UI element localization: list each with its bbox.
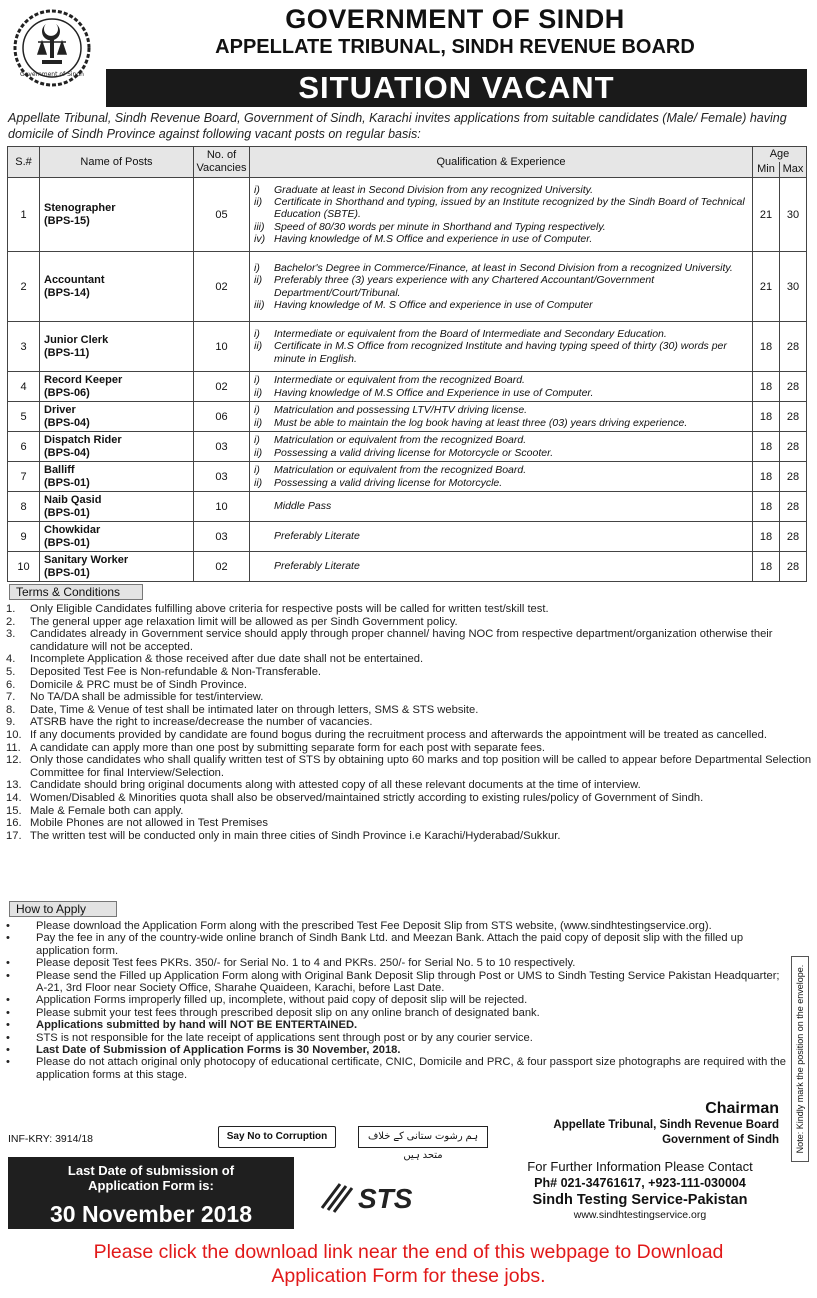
how-to-apply-text: Please submit your test fees through prescribed deposit slip on any online branch of designated bank. [36, 1006, 540, 1019]
qualification-line [254, 500, 748, 512]
qualification-number: i) [254, 464, 260, 477]
row-age-max: 28 [780, 462, 807, 492]
how-to-apply-list [6, 920, 790, 1081]
header-sn: S.# [8, 147, 40, 178]
terms-item [6, 754, 812, 779]
intro-paragraph: Appellate Tribunal, Sindh Revenue Board, Government of Sindh, Karachi invites applications from suitable candidates (Male/ Female) having domicile of Sindh Province against following vacant posts on regular basis: [8, 111, 787, 141]
row-post-name [40, 432, 194, 462]
sts-logo-icon [318, 1178, 436, 1216]
inf-reference: INF-KRY: 3914/18 [8, 1133, 94, 1145]
row-age-max: 28 [780, 432, 807, 462]
terms-item [6, 679, 812, 692]
row-qualification [250, 322, 753, 372]
header-age: Age [753, 147, 807, 163]
contact-organization: Sindh Testing Service-Pakistan [532, 1192, 748, 1208]
qualification-number [254, 530, 274, 542]
row-age-min: 21 [753, 178, 780, 252]
qualification-number: i) [254, 261, 260, 274]
terms-item [6, 729, 812, 742]
bullet-icon: • [6, 1031, 10, 1044]
post-title: Sanitary Worker [44, 553, 129, 566]
qualification-text: Having knowledge of M.S Office and Experience in use of Computer. [274, 386, 594, 399]
table-row [8, 432, 807, 462]
terms-item [6, 653, 812, 666]
terms-item [6, 616, 812, 629]
how-to-apply-item [6, 920, 790, 932]
bullet-icon: • [6, 957, 10, 970]
terms-text: The written test will be conducted only in main three cities of Sindh Province i.e Karachi/Hyderabad/Sukkur. [30, 829, 561, 842]
post-title: Record Keeper [44, 373, 123, 386]
terms-item [6, 704, 812, 717]
post-title: Driver [44, 403, 76, 416]
qualification-line [254, 387, 748, 399]
row-qualification [250, 178, 753, 252]
terms-number: 13. [6, 779, 22, 792]
terms-item [6, 666, 812, 679]
contact-website-link[interactable]: www.sindhtestingservice.org [573, 1209, 707, 1221]
qualification-number: i) [254, 328, 260, 341]
terms-number: 3. [6, 628, 16, 641]
qualification-number: iii) [254, 220, 265, 233]
row-vacancies: 02 [194, 372, 250, 402]
row-vacancies: 02 [194, 552, 250, 582]
qualification-number: ii) [254, 446, 263, 459]
government-title: GOVERNMENT OF SINDH [285, 4, 625, 34]
deadline-date: 30 November 2018 [49, 1201, 252, 1227]
terms-number: 10. [6, 728, 22, 741]
terms-number: 11. [6, 741, 21, 754]
row-post-name [40, 492, 194, 522]
terms-number: 2. [6, 615, 16, 628]
terms-number: 12. [6, 754, 22, 767]
qualification-text: Preferably three (3) years experience with any Chartered Accountant/Government Department/Court/Tribunal. [274, 274, 655, 299]
row-vacancies: 10 [194, 322, 250, 372]
qualification-text: Possessing a valid driving license for Motorcycle or Scooter. [274, 446, 554, 459]
table-row [8, 322, 807, 372]
row-age-max: 30 [780, 178, 807, 252]
row-post-name [40, 252, 194, 322]
row-qualification [250, 522, 753, 552]
chairman-gov: Government of Sindh [662, 1134, 779, 1146]
terms-number: 7. [6, 691, 16, 704]
how-to-apply-item [6, 1032, 790, 1044]
header-age-max: Max [780, 162, 807, 178]
row-serial: 7 [8, 462, 40, 492]
qualification-line [254, 404, 748, 416]
terms-text: Incomplete Application & those received after due date shall not be entertained. [30, 653, 424, 666]
terms-item [6, 603, 812, 616]
table-row [8, 372, 807, 402]
urdu-slogan-badge: ہم رشوت ستانی کے خلاف متحد ہیں [358, 1126, 488, 1148]
row-age-max: 30 [780, 252, 807, 322]
row-post-name [40, 522, 194, 552]
how-to-apply-item [6, 994, 790, 1006]
qualification-number: ii) [254, 196, 263, 209]
how-to-apply-text: Please download the Application Form along with the prescribed Test Fee Deposit Slip from STS website, (www.sindhtestingservice.org). [36, 920, 712, 932]
qualification-number: ii) [254, 274, 263, 287]
bullet-icon: • [6, 1056, 10, 1069]
qualification-line [254, 560, 748, 572]
row-vacancies: 02 [194, 252, 250, 322]
terms-item [6, 805, 812, 818]
qualification-text: Graduate at least in Second Division from any recognized University. [274, 183, 594, 196]
row-age-max: 28 [780, 402, 807, 432]
row-age-max: 28 [780, 492, 807, 522]
qualification-line [254, 274, 748, 299]
header-age-min: Min [753, 162, 780, 178]
qualification-line [254, 464, 748, 476]
how-to-apply-item [6, 932, 790, 957]
terms-text: ATSRB have the right to increase/decrease the number of vacancies. [30, 716, 373, 729]
qualification-text: Certificate in M.S Office from recognized Institute and having typing speed of thirty (30) words per minute in English. [274, 340, 727, 365]
post-title: Junior Clerk [44, 333, 109, 346]
how-to-apply-text: Please do not attach original only photocopy of educational certificate, CNIC, Domicile and PRC, & four passport size photographs are required with the application forms at this stage. [36, 1056, 786, 1081]
qualification-number: i) [254, 404, 260, 417]
post-bps: (BPS-01) [44, 506, 90, 519]
qualification-number: ii) [254, 340, 263, 353]
post-bps: (BPS-04) [44, 416, 90, 429]
how-to-apply-item [6, 970, 790, 995]
terms-text: Only those candidates who shall qualify written test of STS by obtaining upto 60 marks and top position will be called to appear before Departmental Selection Committee for final Interview/Selection. [30, 754, 812, 779]
terms-label: Terms & Conditions [9, 584, 143, 600]
terms-text: Male & Female both can apply. [30, 804, 184, 817]
qualification-line [254, 477, 748, 489]
qualification-text: Bachelor's Degree in Commerce/Finance, at least in Second Division from a recognized University. [274, 261, 733, 274]
row-serial: 9 [8, 522, 40, 552]
how-to-apply-item [6, 1056, 790, 1081]
bullet-icon: • [6, 1019, 10, 1032]
qualification-line [254, 434, 748, 446]
qualification-number: i) [254, 434, 260, 447]
qualification-line [254, 233, 748, 245]
row-serial: 1 [8, 178, 40, 252]
terms-number: 15. [6, 804, 22, 817]
government-seal-icon [12, 8, 92, 88]
deadline-box [8, 1157, 294, 1229]
row-vacancies: 10 [194, 492, 250, 522]
vacancies-table [7, 146, 807, 582]
row-qualification [250, 372, 753, 402]
table-row [8, 492, 807, 522]
chairman-title: Chairman [705, 1100, 779, 1117]
row-serial: 8 [8, 492, 40, 522]
row-age-min: 18 [753, 522, 780, 552]
qualification-text: Matriculation and possessing LTV/HTV driving license. [274, 404, 528, 417]
qualification-text: Matriculation or equivalent from the recognized Board. [274, 464, 527, 477]
envelope-side-note: Note: Kindly mark the position on the envelope. [791, 956, 809, 1162]
how-to-apply-item [6, 1019, 790, 1031]
row-post-name [40, 322, 194, 372]
deadline-label: Last Date of submission of Application Form is: [67, 1163, 235, 1193]
download-notice-line1: Please click the download link near the end of this webpage to Download [93, 1241, 724, 1263]
terms-text: No TA/DA shall be admissible for test/interview. [30, 691, 264, 704]
table-row [8, 252, 807, 322]
header-qualification: Qualification & Experience [250, 147, 753, 178]
post-title: Dispatch Rider [44, 433, 122, 446]
how-to-apply-text: Application Forms improperly filled up, incomplete, without paid copy of deposit slip will be rejected. [36, 994, 528, 1007]
terms-number: 17. [6, 829, 22, 842]
row-serial: 6 [8, 432, 40, 462]
row-age-min: 18 [753, 462, 780, 492]
row-post-name [40, 372, 194, 402]
row-post-name [40, 552, 194, 582]
qualification-number: iv) [254, 232, 266, 245]
table-row [8, 178, 807, 252]
terms-item [6, 628, 812, 653]
qualification-number [254, 500, 274, 512]
terms-text: Domicile & PRC must be of Sindh Province. [30, 678, 247, 691]
table-row [8, 462, 807, 492]
row-qualification [250, 492, 753, 522]
terms-item [6, 716, 812, 729]
qualification-line [254, 447, 748, 459]
how-to-apply-item [6, 1007, 790, 1019]
row-qualification [250, 252, 753, 322]
row-vacancies: 03 [194, 522, 250, 552]
bullet-icon: • [6, 1044, 10, 1057]
terms-item [6, 742, 812, 755]
row-age-min: 18 [753, 402, 780, 432]
terms-text: Women/Disabled & Minorities quota shall also be observed/maintained strictly according to existing rules/policy of Government of Sindh. [30, 791, 704, 804]
row-serial: 4 [8, 372, 40, 402]
post-bps: (BPS-14) [44, 286, 90, 299]
qualification-text: Middle Pass [274, 500, 332, 513]
row-age-min: 18 [753, 432, 780, 462]
row-qualification [250, 462, 753, 492]
download-notice-line2: Application Form for these jobs. [271, 1265, 546, 1287]
qualification-text: Preferably Literate [274, 560, 360, 573]
post-title: Accountant [44, 273, 105, 286]
qualification-line [254, 196, 748, 221]
qualification-line [254, 221, 748, 233]
post-title: Balliff [44, 463, 75, 476]
row-serial: 10 [8, 552, 40, 582]
table-row [8, 522, 807, 552]
row-post-name [40, 178, 194, 252]
row-age-min: 18 [753, 322, 780, 372]
row-age-min: 18 [753, 552, 780, 582]
post-bps: (BPS-15) [44, 214, 90, 227]
terms-item [6, 817, 812, 830]
chairman-block [553, 1100, 779, 1148]
terms-text: Candidate should bring original documents along with attested copy of all these relevant documents at the time of interview. [30, 779, 641, 792]
row-qualification [250, 552, 753, 582]
terms-text: Only Eligible Candidates fulfilling above criteria for respective posts will be called for written test/skill test. [30, 603, 549, 615]
row-serial: 2 [8, 252, 40, 322]
qualification-text: Matriculation or equivalent from the recognized Board. [274, 434, 527, 447]
svg-text:STS: STS [358, 1183, 413, 1214]
qualification-text: Possessing a valid driving license for Motorcycle. [274, 476, 503, 489]
row-vacancies: 05 [194, 178, 250, 252]
terms-number: 6. [6, 678, 16, 691]
post-title: Chowkidar [44, 523, 101, 536]
row-age-min: 18 [753, 372, 780, 402]
contact-heading: For Further Information Please Contact [527, 1159, 753, 1174]
qualification-line [254, 328, 748, 340]
situation-vacant-banner: SITUATION VACANT [106, 69, 807, 107]
row-qualification [250, 432, 753, 462]
row-age-min: 21 [753, 252, 780, 322]
qualification-number: iii) [254, 298, 265, 311]
terms-number: 14. [6, 791, 22, 804]
bullet-icon: • [6, 920, 10, 932]
qualification-line [254, 299, 748, 311]
board-title: APPELLATE TRIBUNAL, SINDH REVENUE BOARD [215, 36, 695, 58]
qualification-line [254, 340, 748, 365]
qualification-line [254, 184, 748, 196]
qualification-text: Having knowledge of M. S Office and experience in use of Computer [274, 298, 593, 311]
post-bps: (BPS-01) [44, 536, 90, 549]
row-vacancies: 03 [194, 462, 250, 492]
how-to-apply-text: STS is not responsible for the late receipt of applications sent through post or by any courier service. [36, 1031, 533, 1044]
terms-text: The general upper age relaxation limit will be allowed as per Sindh Government policy. [30, 615, 458, 628]
qualification-number: ii) [254, 476, 263, 489]
how-to-apply-text: Pay the fee in any of the country-wide online branch of Sindh Bank Ltd. and Meezan Bank. Attach the paid copy of deposit slip with the filled up application form. [36, 932, 744, 957]
post-bps: (BPS-01) [44, 476, 90, 489]
row-age-min: 18 [753, 492, 780, 522]
bullet-icon: • [6, 969, 10, 982]
qualification-line [254, 417, 748, 429]
bullet-icon: • [6, 1006, 10, 1019]
terms-number: 1. [6, 603, 16, 615]
how-to-apply-text: Applications submitted by hand will NOT BE ENTERTAINED. [36, 1019, 358, 1032]
terms-item [6, 779, 812, 792]
post-bps: (BPS-11) [44, 346, 90, 359]
contact-block [470, 1159, 810, 1221]
row-post-name [40, 402, 194, 432]
terms-list [6, 603, 812, 842]
row-age-max: 28 [780, 522, 807, 552]
qualification-number: ii) [254, 386, 263, 399]
row-vacancies: 03 [194, 432, 250, 462]
bullet-icon: • [6, 932, 10, 945]
terms-text: Deposited Test Fee is Non-refundable & Non-Transferable. [30, 665, 322, 678]
qualification-line [254, 262, 748, 274]
post-bps: (BPS-04) [44, 446, 90, 459]
terms-item [6, 691, 812, 704]
chairman-org: Appellate Tribunal, Sindh Revenue Board [553, 1119, 779, 1131]
row-vacancies: 06 [194, 402, 250, 432]
row-serial: 3 [8, 322, 40, 372]
row-age-max: 28 [780, 372, 807, 402]
post-bps: (BPS-01) [44, 566, 90, 579]
qualification-number [254, 560, 274, 572]
terms-item [6, 830, 812, 843]
qualification-line [254, 530, 748, 542]
post-bps: (BPS-06) [44, 386, 90, 399]
svg-text:Government of Sindh: Government of Sindh [20, 71, 84, 78]
qualification-number: ii) [254, 416, 263, 429]
bullet-icon: • [6, 994, 10, 1007]
terms-text: Date, Time & Venue of test shall be intimated later on through letters, SMS & STS website. [30, 703, 479, 716]
row-age-max: 28 [780, 552, 807, 582]
terms-number: 16. [6, 817, 22, 830]
terms-text: If any documents provided by candidate are found bogus during the recruitment process and afterwards the appointment will be treated as cancelled. [30, 728, 767, 741]
qualification-number: i) [254, 183, 260, 196]
terms-number: 4. [6, 653, 16, 666]
qualification-number: i) [254, 374, 260, 387]
row-age-max: 28 [780, 322, 807, 372]
qualification-line [254, 374, 748, 386]
qualification-text: Speed of 80/30 words per minute in Shorthand and Typing respectively. [274, 220, 606, 233]
download-notice [0, 1240, 817, 1288]
contact-phone: Ph# 021-34761617, +923-111-030004 [534, 1176, 746, 1190]
how-to-apply-item [6, 957, 790, 969]
qualification-text: Preferably Literate [274, 530, 360, 543]
post-title: Stenographer [44, 201, 116, 214]
terms-text: Mobile Phones are not allowed in Test Premises [30, 817, 268, 830]
terms-item [6, 792, 812, 805]
table-row [8, 552, 807, 582]
how-to-apply-text: Last Date of Submission of Application Forms is 30 November, 2018. [36, 1044, 401, 1057]
row-qualification [250, 402, 753, 432]
how-to-apply-label: How to Apply [9, 901, 117, 917]
header-name-of-posts: Name of Posts [40, 147, 194, 178]
how-to-apply-item [6, 1044, 790, 1056]
say-no-to-corruption-badge: Say No to Corruption [218, 1126, 336, 1148]
header-vacancies: No. of Vacancies [194, 147, 250, 178]
post-title: Naib Qasid [44, 493, 102, 506]
terms-number: 5. [6, 665, 16, 678]
terms-text: Candidates already in Government service should apply through proper channel/ having NOC from respective department/organization otherwise their candidature will not be accepted. [30, 628, 773, 653]
qualification-text: Intermediate or equivalent from the recognized Board. [274, 374, 525, 387]
how-to-apply-text: Please send the Filled up Application Form along with Original Bank Deposit Slip through Post or UMS to Sindh Testing Service Pakistan Headquarter; A-21, 3rd Floor near Society Office, Sharahe Quaideen, Karachi, before Last Date. [36, 969, 780, 995]
qualification-text: Certificate in Shorthand and typing, issued by an Institute recognized by the Sindh Board of Technical Education (SBTE). [274, 196, 745, 221]
table-row [8, 402, 807, 432]
row-serial: 5 [8, 402, 40, 432]
how-to-apply-text: Please deposit Test fees PKRs. 350/- for Serial No. 1 to 4 and PKRs. 250/- for Serial No. 5 to 10 respectively. [36, 957, 576, 970]
terms-number: 8. [6, 703, 16, 716]
qualification-text: Intermediate or equivalent from the Board of Intermediate and Secondary Education. [274, 328, 667, 341]
terms-text: A candidate can apply more than one post by submitting separate form for each post with separate fees. [30, 741, 545, 754]
qualification-text: Must be able to maintain the log book having at least three (03) years driving experience. [274, 416, 688, 429]
qualification-text: Having knowledge of M.S Office and experience in use of Computer. [274, 232, 593, 245]
row-post-name [40, 462, 194, 492]
terms-number: 9. [6, 716, 16, 729]
